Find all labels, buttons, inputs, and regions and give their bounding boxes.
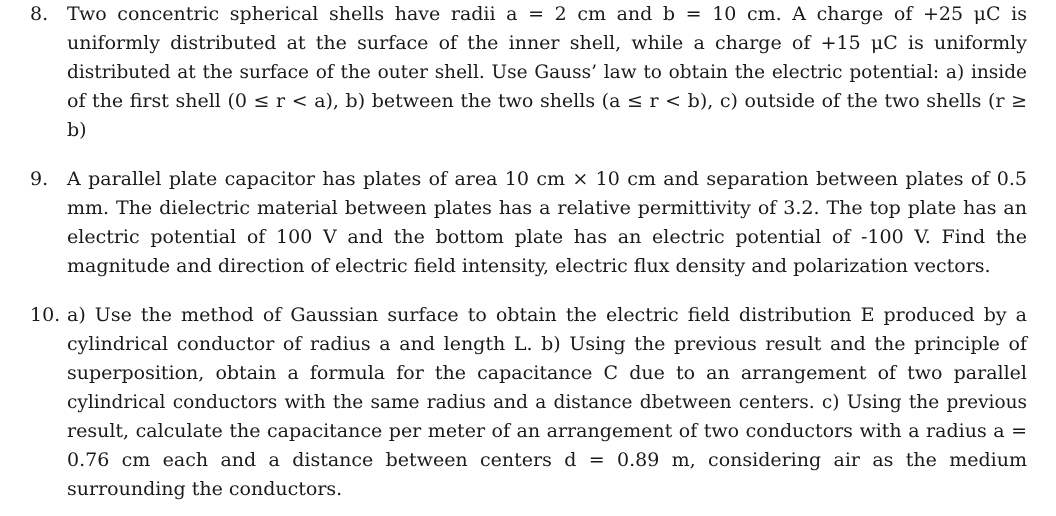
problem-line: electric potential of 100 V and the bottom plate has an electric potential of -100 V. Find the: [67, 226, 1027, 248]
problem-line: superposition, obtain a formula for the capacitance C due to an arrangement of two parallel: [67, 362, 1027, 384]
problem-number: 10.: [30, 304, 61, 326]
problem-line: Two concentric spherical shells have radii a = 2 cm and b = 10 cm. A charge of +25 μC is: [67, 3, 1027, 25]
problem-line: 0.76 cm each and a distance between centers d = 0.89 m, considering air as the medium: [67, 449, 1027, 471]
problem-text: [67, 0, 1027, 145]
problem-line: surrounding the conductors.: [67, 478, 343, 500]
problem-number: 9.: [30, 168, 49, 190]
problem-number: 8.: [30, 3, 49, 25]
problem-line: cylindrical conductor of radius a and length L. b) Using the previous result and the principle of: [67, 333, 1027, 355]
problem-line: a) Use the method of Gaussian surface to obtain the electric field distribution E produced by a: [67, 304, 1027, 326]
problem-line: magnitude and direction of electric field intensity, electric flux density and polarization vectors.: [67, 255, 991, 277]
problem-line: b): [67, 119, 87, 141]
problem-line: result, calculate the capacitance per meter of an arrangement of two conductors with a radius a =: [67, 420, 1027, 442]
problem-line: A parallel plate capacitor has plates of area 10 cm × 10 cm and separation between plates of 0.5: [67, 168, 1027, 190]
problem-line: uniformly distributed at the surface of the inner shell, while a charge of +15 μC is uniformly: [67, 32, 1027, 54]
problem-line: distributed at the surface of the outer shell. Use Gauss’ law to obtain the electric potential: a) inside: [67, 62, 1027, 83]
problem-line: cylindrical conductors with the same radius and a distance dbetween centers. c) Using the previous: [67, 392, 1027, 413]
problem-line: of the first shell (0 ≤ r < a), b) between the two shells (a ≤ r < b), c) outside of the two shells (r ≥: [67, 90, 1027, 112]
problem-text: [67, 301, 1027, 504]
problem-line: mm. The dielectric material between plates has a relative permittivity of 3.2. The top plate has an: [67, 197, 1027, 219]
problem-text: [67, 165, 1027, 281]
